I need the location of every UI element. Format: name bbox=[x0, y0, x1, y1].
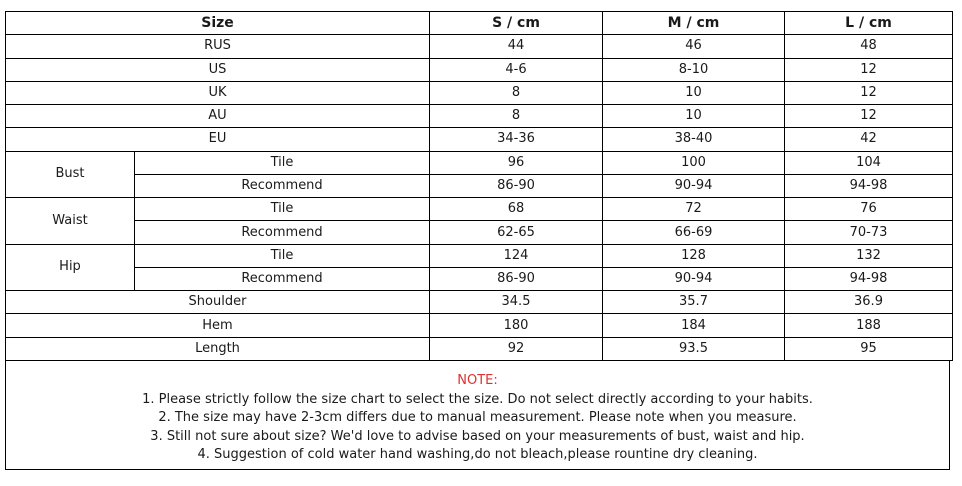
note-line: 3. Still not sure about size? We'd love to advise based on your measurements of bust, waist and hip. bbox=[150, 428, 805, 444]
header-size: Size bbox=[6, 12, 430, 35]
table-row-us bbox=[6, 58, 953, 81]
cell-l: 12 bbox=[785, 105, 953, 128]
sub-label: Tile bbox=[135, 151, 430, 174]
table-row-rus bbox=[6, 35, 953, 58]
cell-s: 96 bbox=[430, 151, 603, 174]
table-row-hem bbox=[6, 314, 953, 337]
row-label: Hem bbox=[6, 314, 430, 337]
cell-l: 76 bbox=[785, 198, 953, 221]
row-label: Shoulder bbox=[6, 291, 430, 314]
cell-s: 86-90 bbox=[430, 174, 603, 197]
cell-l: 70-73 bbox=[785, 221, 953, 244]
cell-m: 90-94 bbox=[603, 267, 785, 290]
cell-s: 124 bbox=[430, 244, 603, 267]
cell-l: 95 bbox=[785, 337, 953, 360]
cell-s: 8 bbox=[430, 81, 603, 104]
cell-m: 184 bbox=[603, 314, 785, 337]
cell-l: 104 bbox=[785, 151, 953, 174]
cell-m: 38-40 bbox=[603, 128, 785, 151]
group-label-bust: Bust bbox=[6, 151, 135, 198]
row-label: RUS bbox=[6, 35, 430, 58]
cell-m: 100 bbox=[603, 151, 785, 174]
cell-s: 86-90 bbox=[430, 267, 603, 290]
row-label: US bbox=[6, 58, 430, 81]
table-row-hip-recommend bbox=[6, 267, 953, 290]
note-title: NOTE: bbox=[457, 373, 498, 388]
cell-s: 34.5 bbox=[430, 291, 603, 314]
cell-m: 128 bbox=[603, 244, 785, 267]
header-row bbox=[6, 12, 953, 35]
note-line: 4. Suggestion of cold water hand washing,do not bleach,please rountine dry cleaning. bbox=[197, 447, 758, 462]
table-row-waist-tile bbox=[6, 198, 953, 221]
table-row-bust-recommend bbox=[6, 174, 953, 197]
table-row-au bbox=[6, 105, 953, 128]
cell-s: 34-36 bbox=[430, 128, 603, 151]
cell-l: 94-98 bbox=[785, 267, 953, 290]
header-m: M / cm bbox=[603, 12, 785, 35]
table-row-eu bbox=[6, 128, 953, 151]
table-row-length bbox=[6, 337, 953, 360]
header-l: L / cm bbox=[785, 12, 953, 35]
cell-m: 46 bbox=[603, 35, 785, 58]
sub-label: Recommend bbox=[135, 174, 430, 197]
cell-l: 36.9 bbox=[785, 291, 953, 314]
size-chart-table bbox=[5, 11, 953, 361]
cell-s: 8 bbox=[430, 105, 603, 128]
table-row-shoulder bbox=[6, 291, 953, 314]
row-label: AU bbox=[6, 105, 430, 128]
cell-m: 10 bbox=[603, 105, 785, 128]
cell-s: 4-6 bbox=[430, 58, 603, 81]
cell-l: 132 bbox=[785, 244, 953, 267]
cell-m: 35.7 bbox=[603, 291, 785, 314]
cell-s: 92 bbox=[430, 337, 603, 360]
table-row-hip-tile bbox=[6, 244, 953, 267]
table-row-uk bbox=[6, 81, 953, 104]
sub-label: Recommend bbox=[135, 221, 430, 244]
row-label: EU bbox=[6, 128, 430, 151]
note-line: 1. Please strictly follow the size chart to select the size. Do not select directly according to your habits. bbox=[142, 391, 813, 407]
cell-l: 94-98 bbox=[785, 174, 953, 197]
cell-s: 44 bbox=[430, 35, 603, 58]
sub-label: Tile bbox=[135, 198, 430, 221]
cell-m: 72 bbox=[603, 198, 785, 221]
group-label-hip: Hip bbox=[6, 244, 135, 291]
cell-l: 42 bbox=[785, 128, 953, 151]
row-label: UK bbox=[6, 81, 430, 104]
header-s: S / cm bbox=[430, 12, 603, 35]
cell-s: 68 bbox=[430, 198, 603, 221]
notes-box bbox=[5, 360, 950, 470]
row-label: Length bbox=[6, 337, 430, 360]
cell-m: 93.5 bbox=[603, 337, 785, 360]
cell-l: 12 bbox=[785, 58, 953, 81]
cell-l: 188 bbox=[785, 314, 953, 337]
cell-m: 10 bbox=[603, 81, 785, 104]
sub-label: Tile bbox=[135, 244, 430, 267]
cell-s: 62-65 bbox=[430, 221, 603, 244]
sub-label: Recommend bbox=[135, 267, 430, 290]
table-row-bust-tile bbox=[6, 151, 953, 174]
group-label-waist: Waist bbox=[6, 198, 135, 245]
table-row-waist-recommend bbox=[6, 221, 953, 244]
cell-m: 8-10 bbox=[603, 58, 785, 81]
cell-s: 180 bbox=[430, 314, 603, 337]
cell-l: 12 bbox=[785, 81, 953, 104]
cell-l: 48 bbox=[785, 35, 953, 58]
cell-m: 90-94 bbox=[603, 174, 785, 197]
cell-m: 66-69 bbox=[603, 221, 785, 244]
note-line: 2. The size may have 2-3cm differs due to manual measurement. Please note when you measure. bbox=[158, 410, 797, 425]
